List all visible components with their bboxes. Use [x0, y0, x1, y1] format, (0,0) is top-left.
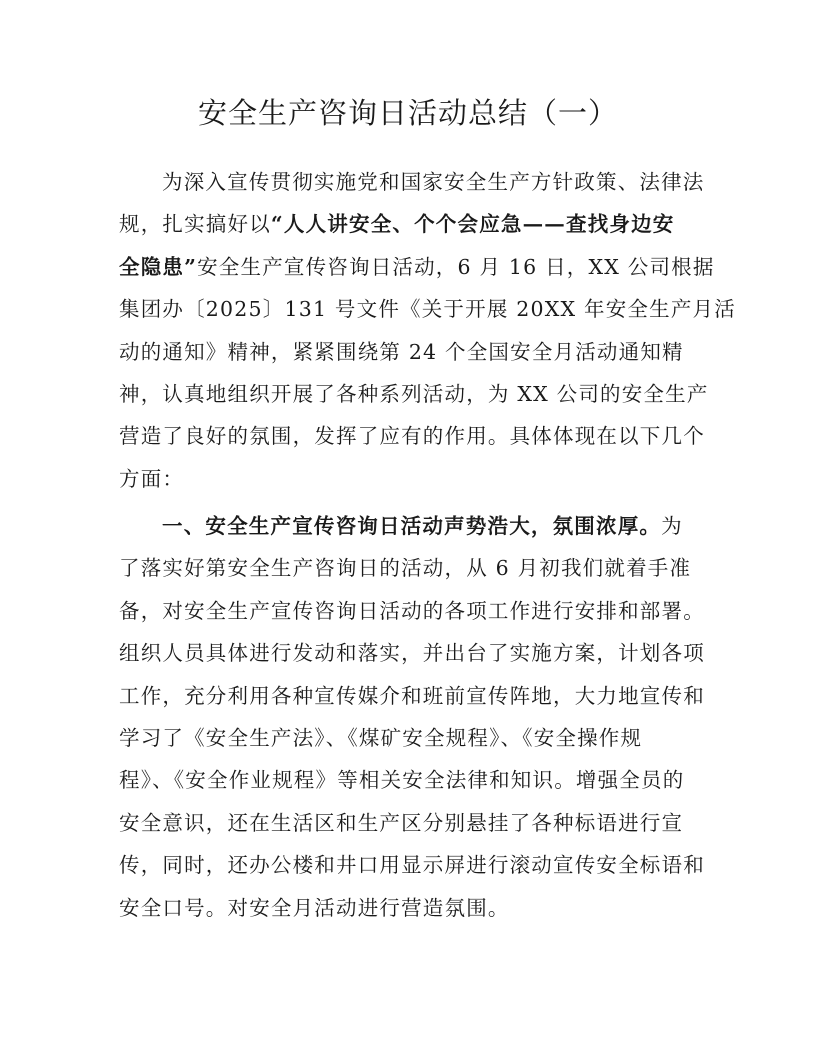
- paragraph-line: 集团办〔2025〕131 号文件《关于开展 20XX 年安全生产月活: [119, 297, 736, 322]
- text-run: 安全生产宣传咨询日活动，6 月 16 日，XX 公司根据: [197, 254, 715, 279]
- paragraph-line: 备，对安全生产宣传咨询日活动的各项工作进行安排和部署。: [119, 598, 705, 623]
- bold-slogan-part2: 全隐患”: [119, 254, 198, 279]
- paragraph-line: [119, 246, 715, 288]
- paragraph-line: 传，同时，还办公楼和井口用显示屏进行滚动宣传安全标语和: [119, 853, 705, 878]
- paragraph-line: 方面：: [119, 466, 185, 491]
- paragraph-line: 为深入宣传贯彻实施党和国家安全生产方针政策、法律法: [162, 170, 705, 194]
- paragraph-line: 神，认真地组织开展了各种系列活动，为 XX 公司的安全生产: [119, 381, 709, 406]
- paragraph-line: 安全意识，还在生活区和生产区分别悬挂了各种标语进行宣: [119, 810, 684, 835]
- paragraph-line: 动的通知》精神，紧紧围绕第 24 个全国安全月活动通知精: [119, 339, 684, 364]
- paragraph-line: [119, 505, 705, 547]
- paragraph-line: [119, 203, 705, 245]
- text-run: 为: [661, 514, 683, 538]
- paragraph-intro: [119, 161, 736, 500]
- paragraph-line: 程》、《安全作业规程》等相关安全法律和知识。增强全员的: [119, 768, 685, 793]
- text-run: 规，扎实搞好以: [119, 212, 271, 237]
- paragraph-line: 营造了良好的氛围，发挥了应有的作用。具体体现在以下几个: [119, 424, 705, 449]
- document-title: 安全生产咨询日活动总结（一）: [197, 96, 618, 130]
- bold-slogan-part1: “人人讲安全、个个会应急——查找身边安: [270, 212, 675, 237]
- paragraph-line: 工作，充分利用各种宣传媒介和班前宣传阵地，大力地宣传和: [119, 683, 705, 708]
- paragraph-section-one: [119, 505, 705, 929]
- section-heading: 一、安全生产宣传咨询日活动声势浩大，氛围浓厚。: [162, 514, 662, 538]
- paragraph-line: 学习了《安全生产法》、《煤矿安全规程》、《安全操作规: [119, 725, 643, 750]
- paragraph-line: 安全口号。对安全月活动进行营造氛围。: [119, 895, 510, 920]
- paragraph-line: 了落实好第安全生产咨询日的活动，从 6 月初我们就着手准: [119, 556, 692, 581]
- paragraph-line: 组织人员具体进行发动和落实，并出台了实施方案，计划各项: [119, 641, 705, 666]
